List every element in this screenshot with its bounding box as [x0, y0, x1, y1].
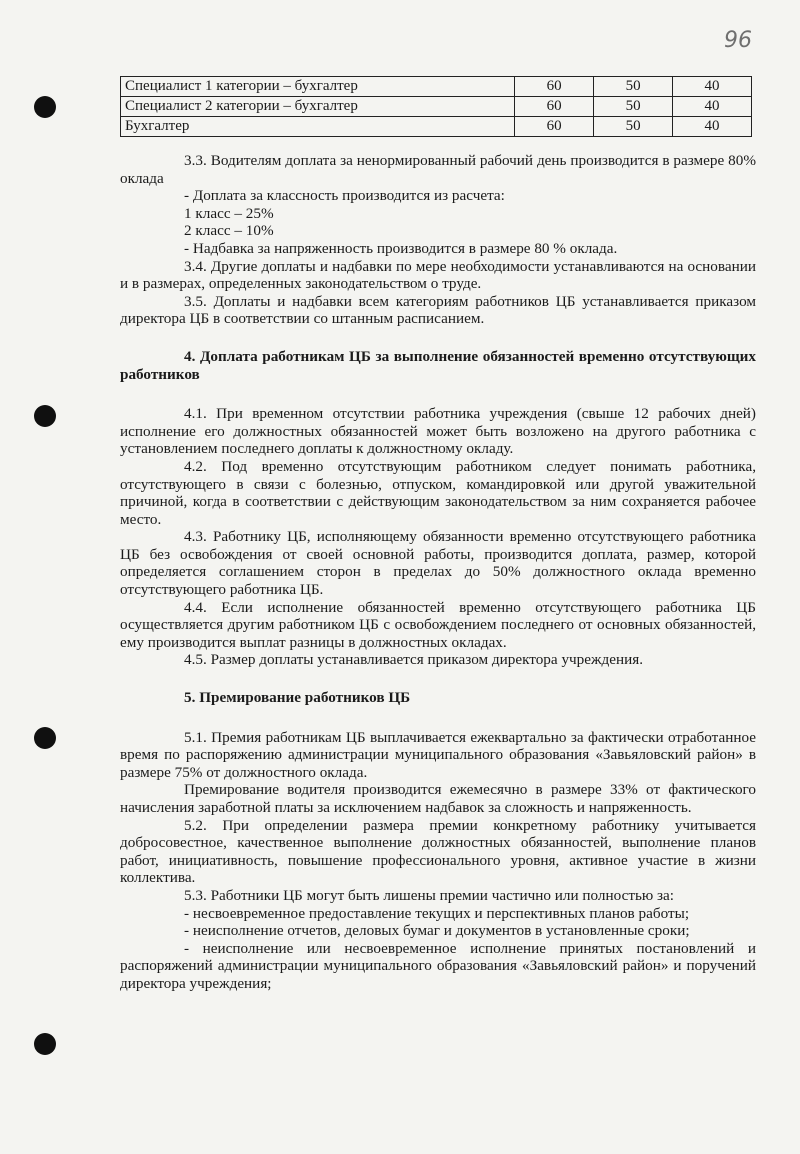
paragraph-5-1: 5.1. Премия работникам ЦБ выплачивается ежеквартально за фактически отработанное время по распоряжению администрации муниципального образования «Завьяловский район» в размере 75% от должностного оклада.	[120, 728, 756, 781]
section-5-heading: 5. Премирование работников ЦБ	[184, 689, 411, 707]
document-body	[120, 152, 756, 993]
tension-allowance: - Надбавка за напряженность производится в размере 80 % оклада.	[184, 239, 618, 257]
table-cell-value: 40	[673, 97, 752, 117]
table-cell-value: 50	[594, 97, 673, 117]
paragraph-3-5: 3.5. Доплаты и надбавки всем категориям работников ЦБ устанавливается приказом директора ЦБ в соответствии со штанным расписанием.	[120, 292, 756, 328]
paragraph-5-2: 5.2. При определении размера премии конкретному работнику учитывается добросовестное, качественное выполнение должностных обязанностей, выполнение планов работ, инициативность, повышение профессионального уровня, активное участие в жизни коллектива.	[120, 816, 756, 887]
table-row	[121, 97, 752, 117]
table-cell-value: 40	[673, 77, 752, 97]
paragraph-4-4: 4.4. Если исполнение обязанностей временно отсутствующего работника ЦБ осуществляется другим работником ЦБ с освобождением последнего от основных обязанностей, ему производится выплат разницы в должностных окладах.	[120, 598, 756, 651]
paragraph-4-2: 4.2. Под временно отсутствующим работником следует понимать работника, отсутствующего в связи с болезнью, отпуском, командировкой или другой уважительной причиной, когда в соответствии с действующим законодательством за ним сохраняется рабочее место.	[120, 457, 756, 528]
paragraph-3-3: 3.3. Водителям доплата за ненормированный рабочий день производится в размере 80% оклада	[120, 152, 756, 187]
table-cell-value: 50	[594, 77, 673, 97]
table-cell-value: 60	[515, 117, 594, 137]
list-item: - несвоевременное предоставление текущих и перспективных планов работы;	[184, 904, 690, 922]
paragraph-4-5: 4.5. Размер доплаты устанавливается приказом директора учреждения.	[184, 651, 644, 669]
page-number: 96	[724, 28, 752, 53]
table-row	[121, 77, 752, 97]
list-item: - неисполнение или несвоевременное исполнение принятых постановлений и распоряжений администрации муниципального образования «Завьяловский район» и поручений директора учреждения;	[120, 939, 756, 992]
punch-hole	[34, 405, 56, 427]
paragraph-5-3: 5.3. Работники ЦБ могут быть лишены премии частично или полностью за:	[184, 886, 674, 904]
class-1-rate: 1 класс – 25%	[184, 204, 274, 222]
staff-table	[120, 76, 752, 137]
table-cell-name: Бухгалтер	[121, 117, 515, 137]
table-cell-name: Специалист 1 категории – бухгалтер	[121, 77, 515, 97]
driver-bonus-paragraph: Премирование водителя производится ежемесячно в размере 33% от фактического начисления заработной платы за исключением надбавок за сложность и напряженность.	[120, 781, 756, 816]
table-cell-value: 60	[515, 97, 594, 117]
table-row	[121, 117, 752, 137]
paragraph-3-4: 3.4. Другие доплаты и надбавки по мере необходимости устанавливаются на основании и в размерах, определенных законодательством о труде.	[120, 257, 756, 293]
class-2-rate: 2 класс – 10%	[184, 222, 274, 240]
section-4-heading: 4. Доплата работникам ЦБ за выполнение обязанностей временно отсутствующих работников	[120, 347, 756, 383]
paragraph-4-1: 4.1. При временном отсутствии работника учреждения (свыше 12 рабочих дней) исполнение его должностных обязанностей может быть возложено на другого работника с установлением последнего доплаты к должностному окладу.	[120, 405, 756, 458]
table-cell-value: 60	[515, 77, 594, 97]
paragraph-4-3: 4.3. Работнику ЦБ, исполняющему обязанности временно отсутствующего работника ЦБ без освобождения от своей основной работы, производится доплата, размер, которой определяется соглашением сторон в пределах до 50% должностного оклада временно отсутствующего работника ЦБ.	[120, 528, 756, 599]
table-cell-name: Специалист 2 категории – бухгалтер	[121, 97, 515, 117]
classness-intro: - Доплата за классность производится из расчета:	[184, 187, 505, 205]
punch-hole	[34, 727, 56, 749]
table-cell-value: 40	[673, 117, 752, 137]
punch-hole	[34, 96, 56, 118]
list-item: - неисполнение отчетов, деловых бумаг и документов в установленные сроки;	[184, 922, 690, 940]
table-cell-value: 50	[594, 117, 673, 137]
punch-hole	[34, 1033, 56, 1055]
